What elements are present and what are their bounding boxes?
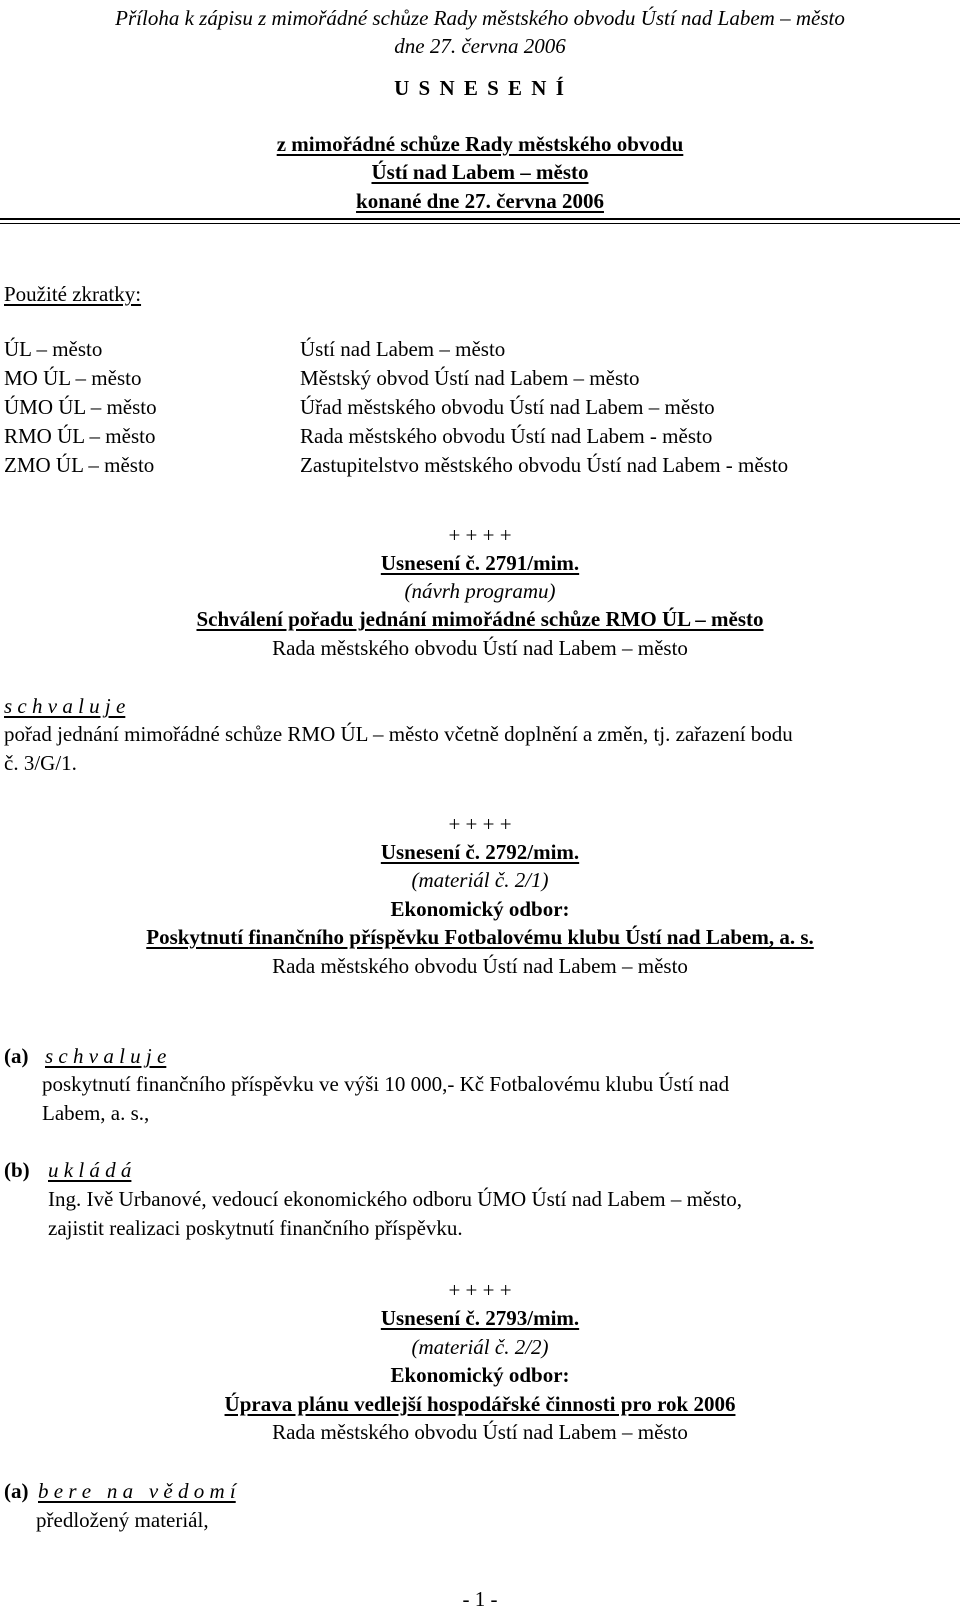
item-text-a-line-1: poskytnutí finančního příspěvku ve výši 10 000,- Kč Fotbalovému klubu Ústí nad	[42, 1072, 730, 1096]
item-verb-a: b e r e n a v ě d o m í	[38, 1479, 236, 1503]
resolution-title: Úprava plánu vedlejší hospodářské činnosti pro rok 2006	[224, 1392, 736, 1416]
title-line-3: konané dne 27. června 2006	[356, 189, 604, 213]
resolution-title: Schválení pořadu jednání mimořádné schůze RMO ÚL – město	[196, 607, 764, 631]
document-type-heading: U S N E S E N Í	[394, 76, 566, 100]
item-label-a: (a)	[4, 1479, 29, 1503]
resolution-note: (návrh programu)	[404, 579, 556, 603]
resolution-department: Ekonomický odbor:	[390, 1363, 570, 1387]
item-text-b-line-1: Ing. Ivě Urbanové, vedoucí ekonomického odboru ÚMO Ústí nad Labem – město,	[48, 1187, 743, 1211]
resolution-number: Usnesení č. 2792/mim.	[380, 840, 580, 864]
header-rule	[0, 218, 960, 224]
item-label-b: (b)	[4, 1158, 30, 1182]
abbr-meaning: Městský obvod Ústí nad Labem – město	[300, 366, 640, 390]
item-text-a-line-1: předložený materiál,	[36, 1508, 209, 1532]
resolution-body: Rada městského obvodu Ústí nad Labem – město	[272, 636, 688, 660]
abbr-meaning: Zastupitelstvo městského obvodu Ústí nad Labem - město	[300, 453, 789, 477]
item-verb-b: u k l á d á	[48, 1158, 132, 1182]
abbr-term: ZMO ÚL – město	[4, 453, 155, 477]
resolution-verb: s c h v a l u j e	[4, 694, 126, 718]
item-verb-a: s c h v a l u j e	[45, 1044, 167, 1068]
item-text-b-line-2: zajistit realizaci poskytnutí finančního příspěvku.	[48, 1216, 463, 1240]
abbr-term: ÚMO ÚL – město	[4, 395, 157, 419]
abbr-meaning: Ústí nad Labem – město	[300, 337, 506, 361]
abbreviations-heading: Použité zkratky:	[4, 282, 142, 306]
annex-line-1: Příloha k zápisu z mimořádné schůze Rady městského obvodu Ústí nad Labem – město	[115, 6, 845, 30]
section-separator: + + + +	[448, 523, 512, 547]
abbr-term: RMO ÚL – město	[4, 424, 156, 448]
item-label-a: (a)	[4, 1044, 29, 1068]
resolution-text-line-1: pořad jednání mimořádné schůze RMO ÚL – město včetně doplnění a změn, tj. zařazení bodu	[4, 722, 793, 746]
item-text-a-line-2: Labem, a. s.,	[42, 1101, 150, 1125]
resolution-body: Rada městského obvodu Ústí nad Labem – město	[272, 1420, 688, 1444]
abbr-term: ÚL – město	[4, 337, 103, 361]
title-line-1: z mimořádné schůze Rady městského obvodu	[276, 132, 684, 156]
annex-line-2: dne 27. června 2006	[394, 34, 566, 58]
abbr-meaning: Rada městského obvodu Ústí nad Labem - město	[300, 424, 713, 448]
resolution-note: (materiál č. 2/1)	[411, 868, 549, 892]
title-line-2: Ústí nad Labem – město	[371, 160, 589, 184]
resolution-text-line-2: č. 3/G/1.	[4, 751, 77, 775]
resolution-body: Rada městského obvodu Ústí nad Labem – město	[272, 954, 688, 978]
resolution-number: Usnesení č. 2793/mim.	[380, 1306, 580, 1330]
page-number: - 1 -	[462, 1587, 498, 1611]
section-separator: + + + +	[448, 1278, 512, 1302]
section-separator: + + + +	[448, 812, 512, 836]
abbr-meaning: Úřad městského obvodu Ústí nad Labem – město	[300, 395, 715, 419]
resolution-note: (materiál č. 2/2)	[411, 1335, 549, 1359]
resolution-title: Poskytnutí finančního příspěvku Fotbalovému klubu Ústí nad Labem, a. s.	[146, 925, 814, 949]
resolution-department: Ekonomický odbor:	[390, 897, 570, 921]
resolution-number: Usnesení č. 2791/mim.	[380, 551, 580, 575]
abbr-term: MO ÚL – město	[4, 366, 142, 390]
